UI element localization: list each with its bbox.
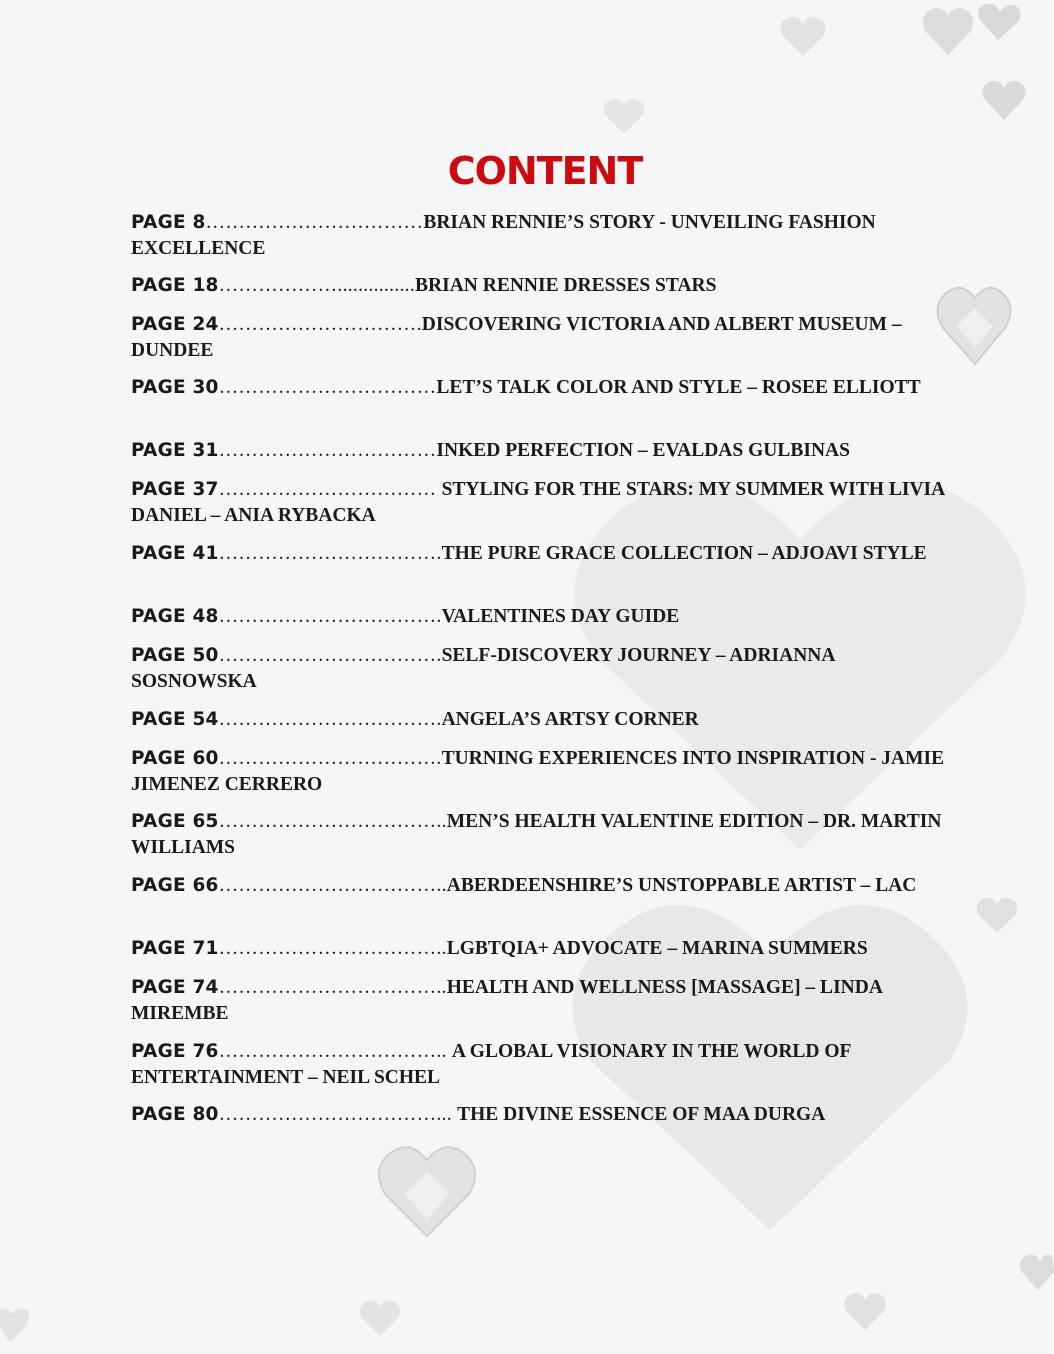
toc-entry bbox=[131, 643, 961, 694]
toc-leader-dots: ………………............... bbox=[218, 275, 416, 296]
toc-entry-title: STYLING FOR THE STARS: MY SUMMER WITH LIVIA DANIEL – ANIA RYBACKA bbox=[131, 479, 945, 526]
small-heart-icon bbox=[975, 895, 1019, 935]
toc-entry-title: ABERDEENSHIRE’S UNSTOPPABLE ARTIST – LAC bbox=[446, 875, 917, 896]
small-heart-icon bbox=[918, 0, 1028, 60]
toc-entry-title: A GLOBAL VISIONARY IN THE WORLD OF ENTERTAINMENT – NEIL SCHEL bbox=[131, 1041, 851, 1088]
crystal-heart-icon bbox=[375, 1140, 479, 1240]
toc-page-number: PAGE 41 bbox=[131, 543, 219, 564]
small-heart-icon bbox=[602, 96, 646, 136]
toc-page-number: PAGE 54 bbox=[131, 709, 219, 730]
toc-entry-title: DISCOVERING VICTORIA AND ALBERT MUSEUM – DUNDEE bbox=[131, 314, 902, 361]
toc-leader-dots: …………………………… bbox=[218, 479, 442, 500]
toc-leader-dots: …………………………… bbox=[218, 377, 437, 398]
toc-entry-title: MEN’S HEALTH VALENTINE EDITION – DR. MARTIN WILLIAMS bbox=[131, 811, 942, 858]
toc-entry bbox=[131, 746, 961, 797]
toc-leader-dots: …………………………… bbox=[205, 212, 424, 233]
page-title: CONTENT bbox=[447, 149, 643, 193]
toc-page-number: PAGE 71 bbox=[131, 938, 219, 959]
toc-entry bbox=[131, 873, 961, 899]
toc-page-number: PAGE 30 bbox=[131, 377, 219, 398]
toc-entry-title: VALENTINES DAY GUIDE bbox=[441, 606, 680, 627]
small-heart-icon bbox=[358, 1298, 402, 1338]
toc-entry-title: LGBTQIA+ ADVOCATE – MARINA SUMMERS bbox=[446, 938, 868, 959]
toc-page-number: PAGE 66 bbox=[131, 875, 219, 896]
toc-entry bbox=[131, 273, 961, 299]
small-heart-icon bbox=[842, 1290, 888, 1332]
toc-entry-title: THE DIVINE ESSENCE OF MAA DURGA bbox=[457, 1104, 826, 1125]
small-heart-icon bbox=[778, 14, 828, 58]
toc-entry-title: BRIAN RENNIE’S STORY - UNVEILING FASHION EXCELLENCE bbox=[131, 212, 876, 259]
toc-page-number: PAGE 65 bbox=[131, 811, 219, 832]
toc-entry-title: ANGELA’S ARTSY CORNER bbox=[441, 709, 699, 730]
toc-entry-title: THE PURE GRACE COLLECTION – ADJOAVI STYLE bbox=[441, 543, 927, 564]
toc-leader-dots: ……………………………. bbox=[218, 709, 442, 730]
toc-entry-title: HEALTH AND WELLNESS [MASSAGE] – LINDA MIREMBE bbox=[131, 977, 882, 1024]
toc-page-number: PAGE 37 bbox=[131, 479, 219, 500]
toc-entry bbox=[131, 936, 961, 962]
toc-entry bbox=[131, 375, 961, 401]
toc-leader-dots: …………………………….. bbox=[218, 1041, 452, 1062]
toc-page-number: PAGE 50 bbox=[131, 645, 219, 666]
toc-entry-title: SELF-DISCOVERY JOURNEY – ADRIANNA SOSNOWSKA bbox=[131, 645, 835, 692]
toc-entry-title: LET’S TALK COLOR AND STYLE – ROSEE ELLIOTT bbox=[436, 377, 921, 398]
toc-page-number: PAGE 18 bbox=[131, 275, 219, 296]
toc-page-number: PAGE 24 bbox=[131, 314, 219, 335]
toc-page-number: PAGE 31 bbox=[131, 440, 219, 461]
toc-page-number: PAGE 8 bbox=[131, 212, 206, 233]
toc-entry bbox=[131, 809, 961, 860]
small-heart-icon bbox=[980, 78, 1028, 122]
toc-leader-dots: ……………………………... bbox=[218, 1104, 458, 1125]
toc-leader-dots: …………………………….. bbox=[218, 977, 447, 998]
toc-leader-dots: …………………………….. bbox=[218, 811, 447, 832]
toc-leader-dots: …………………………. bbox=[218, 314, 422, 335]
toc-entry bbox=[131, 975, 961, 1026]
toc-leader-dots: ……………………………. bbox=[218, 543, 442, 564]
toc-page-number: PAGE 60 bbox=[131, 748, 219, 769]
toc-entry-title: INKED PERFECTION – EVALDAS GULBINAS bbox=[436, 440, 850, 461]
toc-leader-dots: …………………………… bbox=[218, 440, 437, 461]
toc-page-number: PAGE 74 bbox=[131, 977, 219, 998]
small-heart-icon bbox=[0, 1304, 30, 1344]
toc-leader-dots: ……………………………. bbox=[218, 606, 442, 627]
toc-page-number: PAGE 80 bbox=[131, 1104, 219, 1125]
toc-entry bbox=[131, 604, 961, 630]
toc-entry bbox=[131, 1102, 961, 1128]
toc-leader-dots: …………………………….. bbox=[218, 875, 447, 896]
toc-page-number: PAGE 48 bbox=[131, 606, 219, 627]
toc-page-number: PAGE 76 bbox=[131, 1041, 219, 1062]
toc-entry bbox=[131, 210, 961, 261]
toc-leader-dots: ……………………………. bbox=[218, 748, 442, 769]
toc-entry bbox=[131, 477, 961, 528]
toc-entry bbox=[131, 707, 961, 733]
small-heart-icon bbox=[1018, 1252, 1054, 1292]
toc-entry-title: BRIAN RENNIE DRESSES STARS bbox=[415, 275, 717, 296]
toc-entry bbox=[131, 1039, 961, 1090]
toc-entry bbox=[131, 312, 961, 363]
toc-entry bbox=[131, 541, 961, 567]
toc-entry-title: TURNING EXPERIENCES INTO INSPIRATION - JAMIE JIMENEZ CERRERO bbox=[131, 748, 945, 795]
toc-entry bbox=[131, 438, 961, 464]
toc-leader-dots: ……………………………. bbox=[218, 645, 442, 666]
toc-leader-dots: …………………………….. bbox=[218, 938, 447, 959]
